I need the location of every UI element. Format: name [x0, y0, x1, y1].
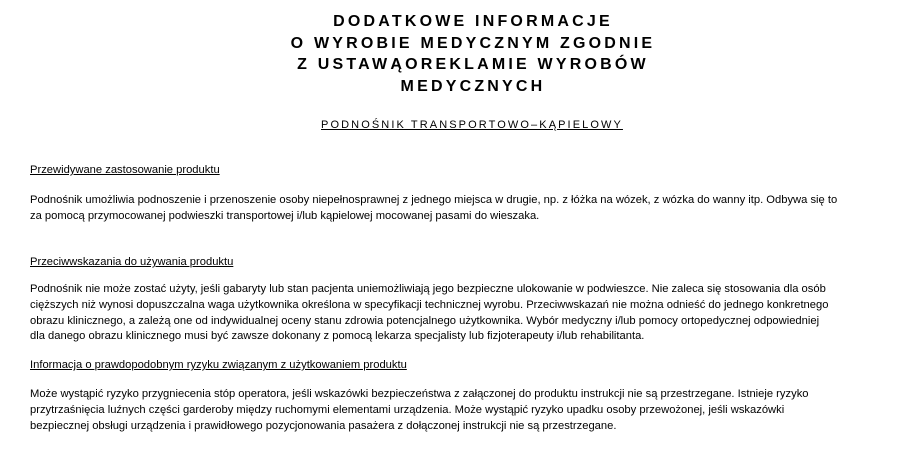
paragraph-line: dla danego obrazu klinicznego musi być zawsze dokonany z pomocą lekarza specjalisty lub fizjoterapeuty i/lub rehabilitanta. [30, 330, 645, 343]
paragraph-line: Podnośnik umożliwia podnoszenie i przenoszenie osoby niepełnosprawnej z jednego miejsca w drugie, np. z łóżka na wózek, z wózka do wanny itp. Odbywa się to [30, 194, 838, 206]
document-title [0, 11, 916, 97]
paragraph-line: Może wystąpić ryzyko przygniecenia stóp operatora, jeśli wskazówki bezpieczeństwa z załączonej do produktu instrukcji nie są przestrzegane. Istnieje ryzyko [30, 388, 809, 400]
paragraph-line: obrazu klinicznego, a zależą one od indywidualnej oceny stanu zdrowia potencjalnego użytkownika. Wybór medyczny i/lub pomocy ortopedycznej odpowiedniej [30, 314, 820, 327]
product-name: PODNOŚNIK TRANSPORTOWO–KĄPIELOWY [321, 119, 623, 131]
section-heading-contraindications: Przeciwwskazania do używania produktu [30, 256, 234, 268]
section-body-risk-information [30, 387, 914, 434]
title-line: O WYROBIE MEDYCZNYM ZGODNIE [290, 34, 656, 52]
paragraph-line: Podnośnik nie może zostać użyty, jeśli gabaryty lub stan pacjenta uniemożliwiają jego bezpieczne ulokowanie w podwieszce. Nie zaleca się stosowania dla osób [30, 283, 826, 295]
section-heading-risk-information: Informacja o prawdopodobnym ryzyku związanym z użytkowaniem produktu [30, 359, 407, 371]
title-line: DODATKOWE INFORMACJE [333, 13, 613, 30]
section-body-contraindications [30, 282, 914, 345]
paragraph-line: cięższych niż wynosi dopuszczalna waga użytkownika określona w specyfikacji technicznej wyrobu. Przeciwwskazań nie można odnieść do jednego konkretnego [30, 298, 829, 311]
paragraph-line: przytrzaśnięcia luźnych części garderoby między ruchomymi elementami urządzenia. Może wystąpić ryzyko upadku osoby przewożonej, jeśli wskazówki [30, 403, 785, 416]
paragraph-line: bezpiecznej obsługi urządzenia i prawidłowego pozycjonowania pasażera z dołączonej instrukcji nie są przestrzegane. [30, 419, 617, 432]
title-line: MEDYCZNYCH [400, 77, 546, 95]
section-heading-intended-use: Przewidywane zastosowanie produktu [30, 164, 220, 176]
title-line: Z USTAWĄOREKLAMIE WYROBÓW [297, 56, 649, 73]
paragraph-line: za pomocą przymocowanej podwieszki transportowej i/lub kąpielowej mocowanej pasami do wieszaka. [30, 209, 540, 222]
section-body-intended-use [30, 193, 914, 225]
